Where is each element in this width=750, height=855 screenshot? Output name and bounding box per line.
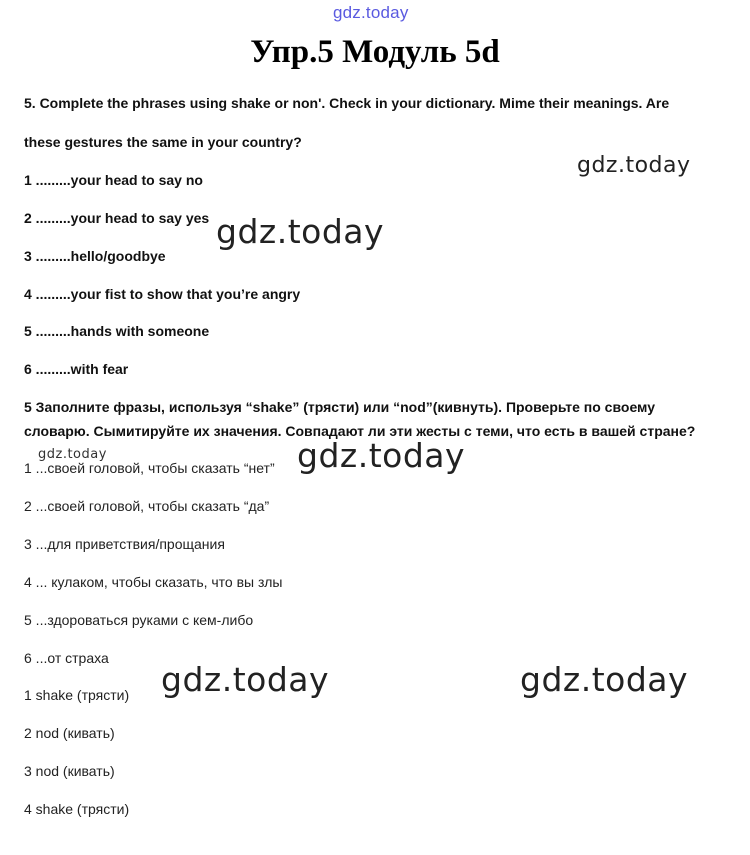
russian-item-1: 1 ...своей головой, чтобы сказать “нет” [24, 460, 275, 476]
english-item-6: 6 .........with fear [24, 361, 129, 377]
watermark-small-left: gdz.today [38, 447, 107, 462]
english-item-4: 4 .........your fist to show that you’re angry [24, 286, 301, 302]
english-instruction-line-2: these gestures the same in your country? [24, 134, 302, 150]
answer-3: 3 nod (кивать) [24, 763, 115, 779]
site-watermark-top: gdz.today [333, 3, 409, 22]
watermark-mid-1: gdz.today [216, 212, 385, 251]
russian-instruction-line-1: 5 Заполните фразы, используя “shake” (трясти) или “nod”(кивнуть). Проверьте по своему [24, 399, 655, 415]
russian-item-6: 6 ...от страха [24, 650, 109, 666]
russian-item-3: 3 ...для приветствия/прощания [24, 536, 225, 552]
answer-2: 2 nod (кивать) [24, 725, 115, 741]
russian-item-2: 2 ...своей головой, чтобы сказать “да” [24, 498, 270, 514]
russian-item-5: 5 ...здороваться руками с кем-либо [24, 612, 254, 628]
answer-1: 1 shake (трясти) [24, 687, 130, 703]
watermark-right-top: gdz.today [577, 153, 691, 178]
watermark-mid-2: gdz.today [297, 436, 466, 475]
watermark-bottom-left: gdz.today [161, 660, 330, 699]
watermark-bottom-right: gdz.today [520, 660, 689, 699]
english-item-1: 1 .........your head to say no [24, 172, 203, 188]
page-title: Упр.5 Модуль 5d [250, 34, 500, 70]
russian-item-4: 4 ... кулаком, чтобы сказать, что вы злы [24, 574, 283, 590]
russian-instruction-line-2: словарю. Сымитируйте их значения. Совпадают ли эти жесты с теми, что есть в вашей стране? [24, 423, 696, 439]
english-item-2: 2 .........your head to say yes [24, 210, 210, 226]
answer-4: 4 shake (трясти) [24, 801, 130, 817]
english-item-5: 5 .........hands with someone [24, 323, 210, 339]
english-item-3: 3 .........hello/goodbye [24, 248, 166, 264]
english-instruction-line-1: 5. Complete the phrases using shake or non'. Check in your dictionary. Mime their meanings. Are [24, 95, 670, 111]
